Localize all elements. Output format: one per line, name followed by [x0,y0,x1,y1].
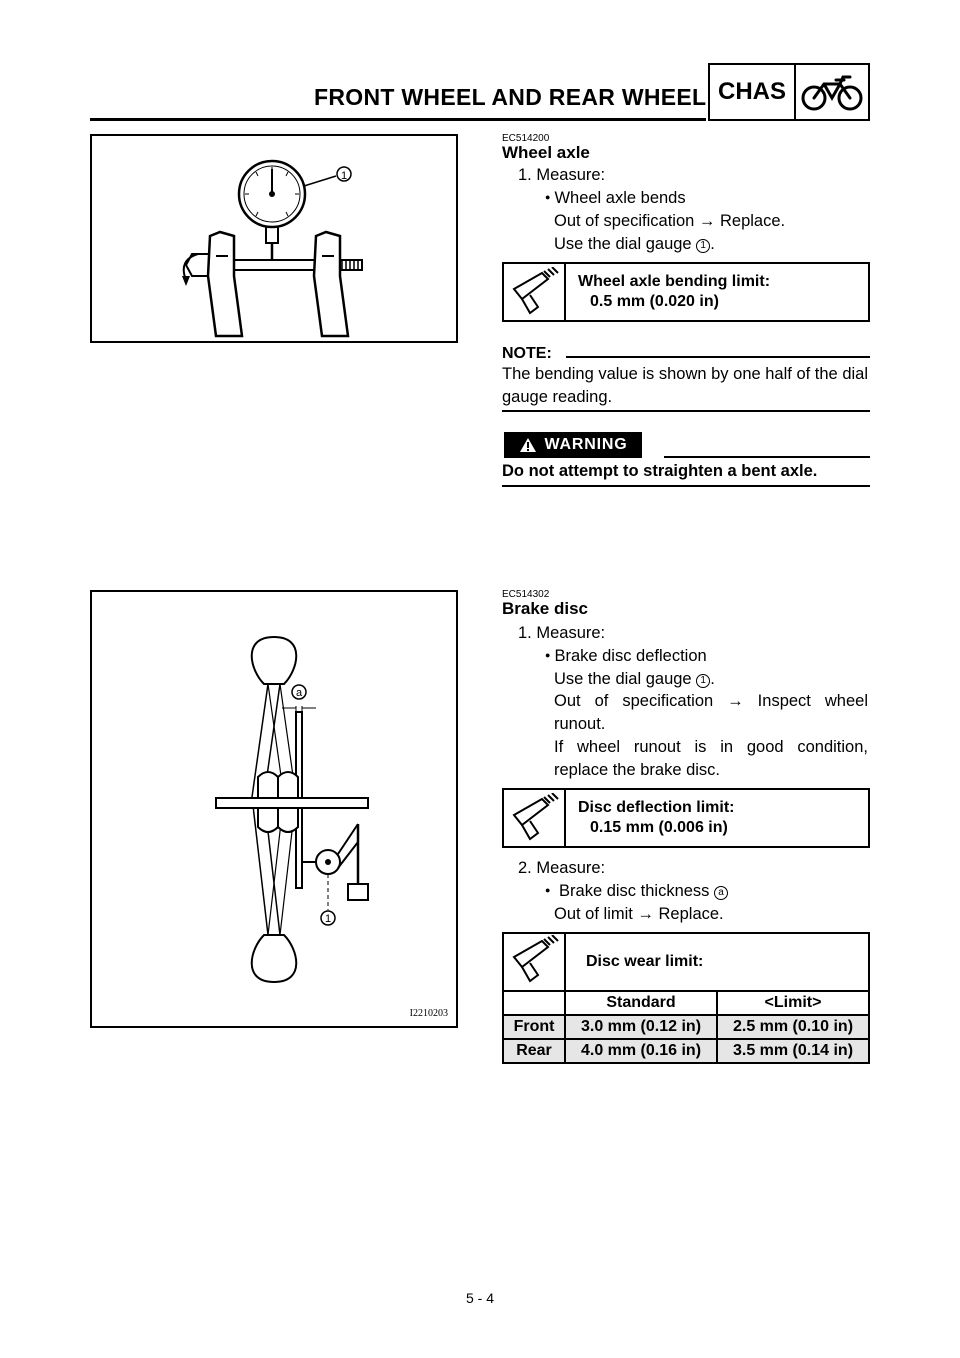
caliper-icon [504,790,566,846]
spec-value: 0.5 mm (0.020 in) [590,293,719,310]
table-title: Disc wear limit: [565,933,869,991]
table-cell: Rear [503,1039,565,1063]
figure-code: I2210203 [409,1008,448,1019]
page-title: FRONT WHEEL AND REAR WHEEL [314,84,707,110]
ref-circle-1: 1 [696,674,710,688]
spec-label: Disc deflection limit: [578,799,735,816]
motorcycle-icon [796,65,868,119]
table-cell: 2.5 mm (0.10 in) [717,1015,869,1039]
step-measure: 1. Measure: [518,624,606,642]
step-measure: 1. Measure: [518,166,606,184]
warning-label: WARNING [544,436,628,453]
section-title-brake-disc: Brake disc [502,599,588,618]
instruction-line: Out of specification → Replace. [554,212,786,230]
spec-box-disc-deflection [502,788,870,848]
table-cell: 4.0 mm (0.16 in) [565,1039,717,1063]
bullet-text: Brake disc thickness [559,882,715,900]
figure-ref-1: 1 [324,913,332,925]
page-number: 5 - 4 [465,1290,494,1306]
section-title-wheel-axle: Wheel axle [502,143,590,162]
caliper-icon [503,933,565,991]
note-text: The bending value is shown by one half of the dial gauge reading. [502,365,868,406]
disc-wear-table [502,932,870,1064]
instruction-line: Out of limit → Replace. [554,905,724,923]
section-code-wheel-axle: EC514200 [502,133,550,144]
table-row [503,1015,869,1039]
brake-disc-figure [90,590,458,1028]
bullet-item: ● Wheel axle bends [545,187,686,211]
note-end-rule [502,410,870,412]
header-rule [90,118,706,121]
note-rule [566,356,870,358]
caliper-icon [504,264,566,320]
spec-box-axle [502,262,870,322]
table-header-cell: <Limit> [717,991,869,1015]
warning-rule [664,456,870,458]
bullet-item: ● Brake disc deflection [545,645,707,669]
warning-badge [504,432,642,458]
note-label: NOTE: [502,345,552,362]
instruction-line [554,233,715,255]
instruction-text: . [710,670,715,688]
table-cell: 3.5 mm (0.14 in) [717,1039,869,1063]
warning-triangle-icon [519,437,537,453]
figure-ref-a: a [295,687,303,699]
section-tab [708,63,870,121]
instruction-text: . [710,235,715,253]
warning-end-rule [502,485,870,487]
instruction-text: Use the dial gauge [554,670,697,688]
warning-text: Do not attempt to straighten a bent axle. [502,462,818,480]
step-measure: 2. Measure: [518,859,606,877]
ref-circle-a: a [714,886,728,900]
brake-disc-illustration [92,592,456,1026]
table-header-cell [503,991,565,1015]
figure-ref-1: 1 [340,170,348,182]
instruction-line [554,668,715,690]
wheel-axle-figure [90,134,458,343]
table-header-cell: Standard [565,991,717,1015]
dial-gauge-axle-illustration [92,136,456,341]
table-cell: 3.0 mm (0.12 in) [565,1015,717,1039]
table-cell: Front [503,1015,565,1039]
instruction-line: Out of specification → Inspect wheel runout. [554,692,868,733]
instruction-text: Use the dial gauge [554,235,697,253]
instruction-line: If wheel runout is in good condition, replace the brake disc. [554,738,868,779]
spec-value: 0.15 mm (0.006 in) [590,819,728,836]
table-header-row [503,991,869,1015]
spec-label: Wheel axle bending limit: [578,273,771,290]
bullet-item [545,880,728,904]
ref-circle-1: 1 [696,239,710,253]
table-row [503,1039,869,1063]
section-code: CHAS [710,65,796,119]
section-code-brake-disc: EC514302 [502,589,550,600]
